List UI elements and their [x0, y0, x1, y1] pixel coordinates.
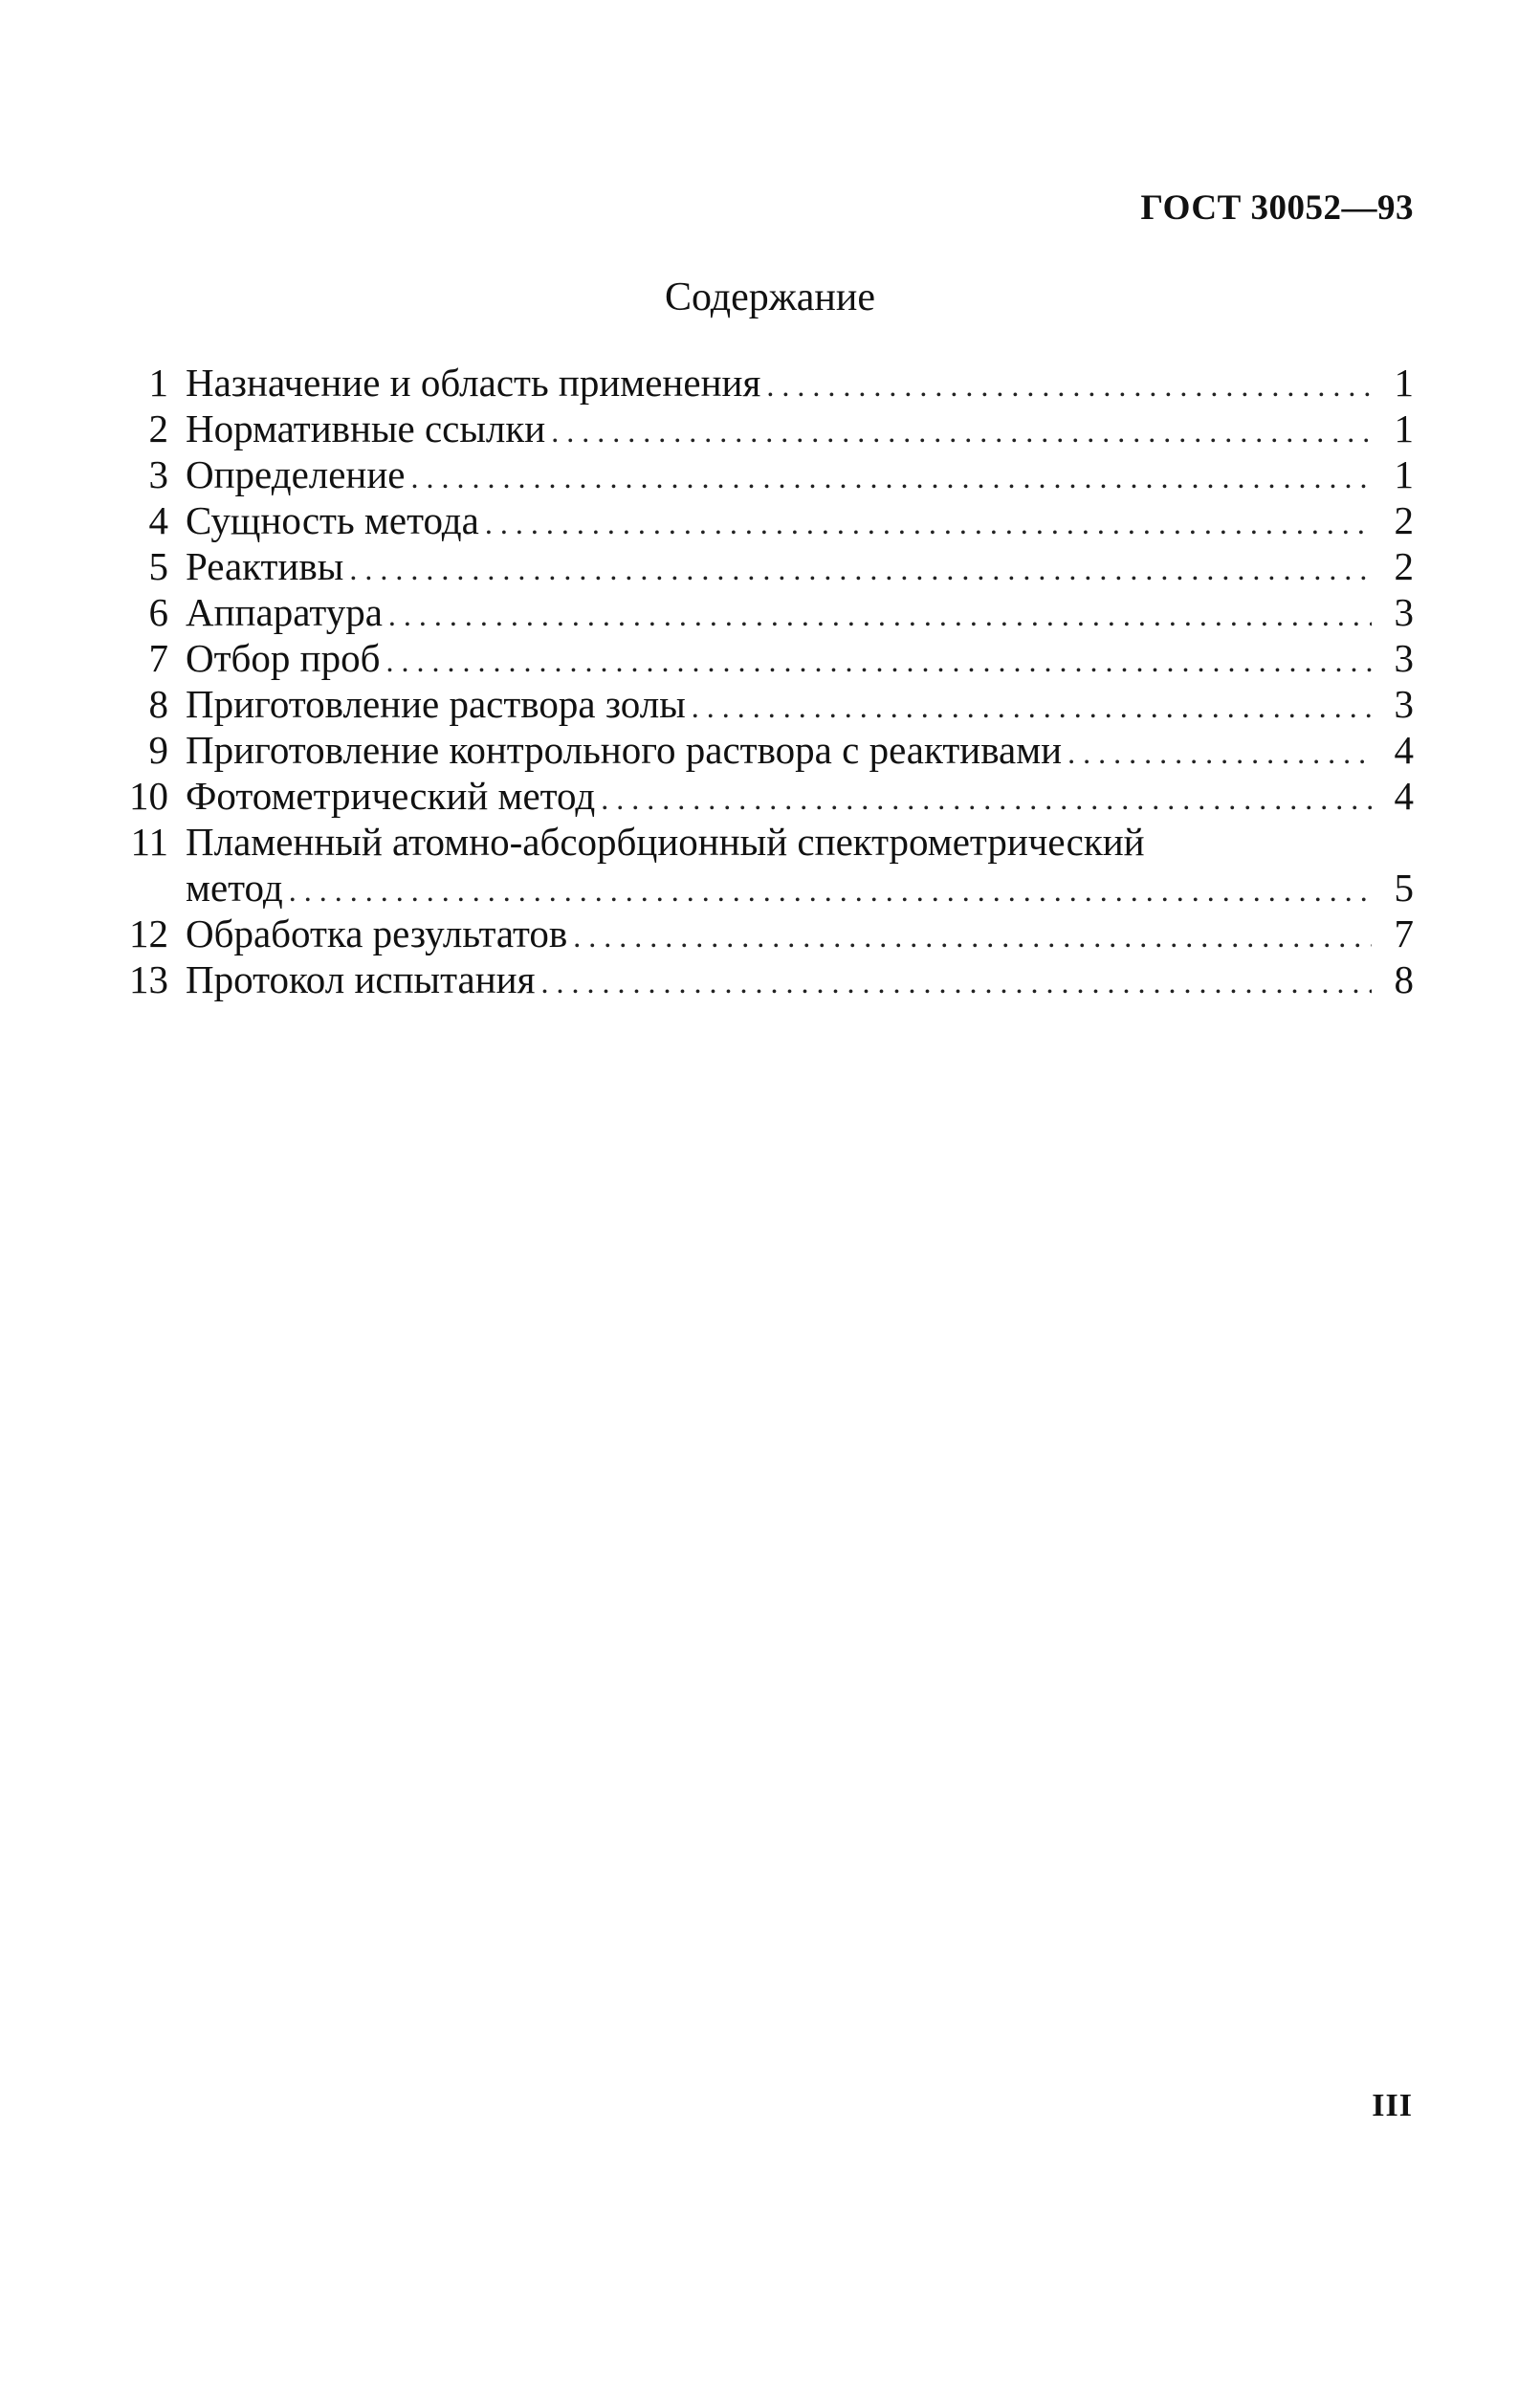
- toc-item-label: Нормативные ссылки: [186, 406, 546, 450]
- toc-item-page: 2: [1394, 544, 1414, 588]
- toc-item-number: 11: [130, 820, 168, 864]
- toc-item-number: 1: [148, 361, 168, 405]
- toc-item[interactable]: [115, 727, 1414, 773]
- leader-dots: [406, 454, 1372, 500]
- leader-dots: [479, 500, 1372, 546]
- toc-item-page: 5: [1394, 866, 1414, 910]
- page-number: III: [1372, 2088, 1413, 2123]
- toc-item-label: Протокол испытания: [186, 957, 536, 1001]
- toc-item-page: 2: [1394, 498, 1414, 542]
- toc-item-number: 7: [148, 636, 168, 680]
- toc-item[interactable]: [115, 497, 1414, 543]
- toc-item[interactable]: [115, 635, 1414, 681]
- toc-item-label-continued: метод: [186, 866, 283, 910]
- toc-item-number: 10: [129, 774, 168, 818]
- leader-dots: [595, 776, 1372, 822]
- toc-item-number: 9: [148, 728, 168, 772]
- toc-item-label: Отбор проб: [186, 636, 381, 680]
- leader-dots: [1062, 730, 1372, 776]
- leader-dots: [535, 959, 1372, 1005]
- toc-item[interactable]: [115, 819, 1414, 865]
- toc-item-number: 4: [148, 498, 168, 542]
- toc-item-page: 4: [1394, 728, 1414, 772]
- toc-item-label: Пламенный атомно-абсорбционный спектрометрический: [186, 820, 1145, 864]
- toc-item-page: 1: [1394, 406, 1414, 450]
- toc-item-label: Аппаратура: [186, 590, 383, 634]
- toc-item-page: 1: [1394, 452, 1414, 496]
- toc-item[interactable]: [115, 956, 1414, 1002]
- toc-item[interactable]: [115, 911, 1414, 956]
- toc-item-label: Назначение и область применения: [186, 361, 761, 405]
- toc-item-label: Фотометрический метод: [186, 774, 596, 818]
- toc-item[interactable]: [115, 406, 1414, 451]
- toc-item-label: Сущность метода: [186, 498, 479, 542]
- toc-item[interactable]: [115, 360, 1414, 406]
- toc-item[interactable]: [115, 773, 1414, 819]
- toc-item-number: 3: [148, 452, 168, 496]
- toc-item-page: 4: [1394, 774, 1414, 818]
- toc-item-page: 7: [1394, 911, 1414, 955]
- toc-item[interactable]: [115, 589, 1414, 635]
- leader-dots: [686, 684, 1372, 730]
- toc-title: Содержание: [664, 275, 876, 319]
- leader-dots: [760, 362, 1372, 408]
- toc-item-continuation[interactable]: [115, 865, 1414, 911]
- leader-dots: [283, 868, 1372, 913]
- toc-item-label: Реактивы: [186, 544, 344, 588]
- toc-item-number: 12: [129, 911, 168, 955]
- toc-item[interactable]: [115, 543, 1414, 589]
- toc-item-label: Определение: [186, 452, 406, 496]
- toc-item-label: Приготовление контрольного раствора с реактивами: [186, 728, 1063, 772]
- toc-item-page: 8: [1394, 957, 1414, 1001]
- toc-item[interactable]: [115, 681, 1414, 727]
- document-code: ГОСТ 30052—93: [1140, 188, 1414, 228]
- toc-item-number: 2: [148, 406, 168, 450]
- toc-item-page: 3: [1394, 682, 1414, 726]
- toc-item-number: 6: [148, 590, 168, 634]
- toc-item-number: 8: [148, 682, 168, 726]
- toc-item-label: Приготовление раствора золы: [186, 682, 686, 726]
- leader-dots: [545, 408, 1372, 454]
- leader-dots: [567, 913, 1372, 959]
- toc-item-number: 5: [148, 544, 168, 588]
- leader-dots: [380, 638, 1372, 684]
- toc-item[interactable]: [115, 451, 1414, 497]
- toc-item-label: Обработка результатов: [186, 911, 568, 955]
- toc-item-page: 1: [1394, 361, 1414, 405]
- table-of-contents: [115, 360, 1414, 1002]
- toc-item-number: 13: [129, 957, 168, 1001]
- leader-dots: [383, 592, 1372, 638]
- toc-item-page: 3: [1394, 590, 1414, 634]
- toc-item-page: 3: [1394, 636, 1414, 680]
- leader-dots: [343, 546, 1372, 592]
